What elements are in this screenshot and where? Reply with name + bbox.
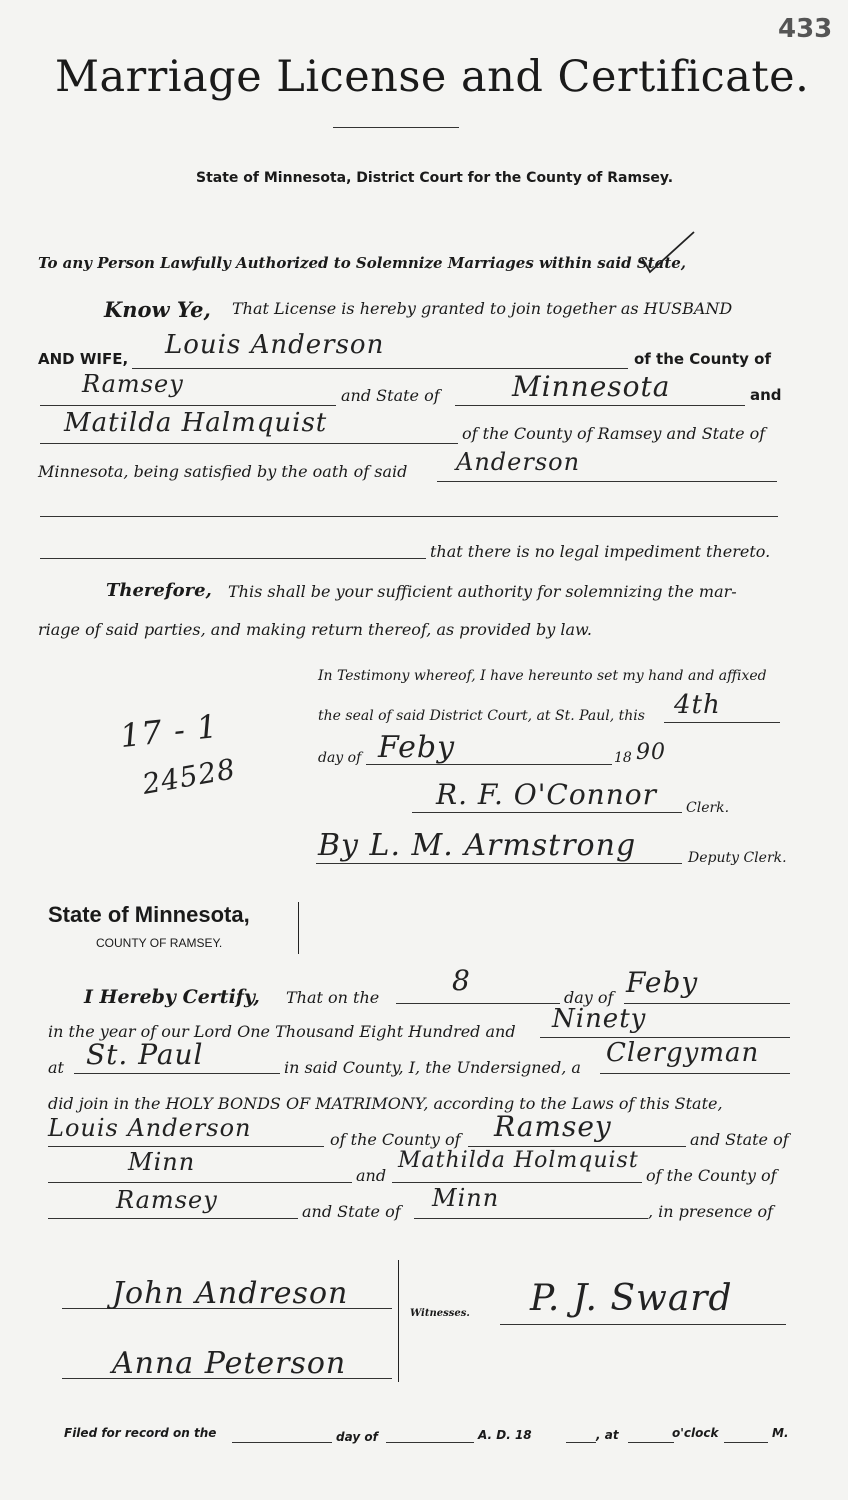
cert-groom-state-hand: Minn	[128, 1148, 196, 1176]
cert-at: at	[48, 1058, 64, 1077]
cert-groom-county-hand: Ramsey	[494, 1110, 612, 1143]
cert-day-of: day of	[564, 988, 614, 1007]
place-hand: St. Paul	[86, 1038, 204, 1071]
witnesses-brace	[398, 1260, 405, 1382]
and-wife: AND WIFE,	[38, 350, 129, 368]
groom-name-hand: Louis Anderson	[165, 330, 385, 360]
bride-residence: of the County of Ramsey and State of	[462, 424, 766, 443]
witnesses-label: Witnesses.	[410, 1308, 470, 1319]
testimony2: the seal of said District Court, at St. Paul, this	[318, 708, 645, 724]
testimony1: In Testimony whereof, I have hereunto set my hand and affixed	[318, 668, 767, 684]
cert-of-county-of: of the County of	[330, 1130, 461, 1149]
and-word: and	[750, 386, 782, 404]
title-rule	[333, 127, 459, 128]
filing-m: M.	[772, 1426, 789, 1440]
filing-day-of: day of	[336, 1430, 378, 1444]
therefore-text2: riage of said parties, and making return thereof, as provided by law.	[38, 620, 592, 639]
in-the-year: in the year of our Lord One Thousand Eight Hundred and	[48, 1022, 516, 1041]
groom-state-hand: Minnesota	[512, 370, 671, 403]
cert-state: State of Minnesota,	[48, 902, 250, 927]
of-county-of: of the County of	[634, 350, 771, 368]
court-header: State of Minnesota, District Court for the County of Ramsey.	[196, 170, 674, 186]
cert-day-hand: 8	[452, 964, 471, 997]
salutation: To any Person Lawfully Authorized to Solemnize Marriages within said State,	[38, 254, 687, 272]
cert-bride-state-hand: Minn	[432, 1184, 500, 1212]
deputy-clerk-label: Deputy Clerk.	[688, 850, 787, 866]
day-of: day of	[318, 750, 362, 766]
clerk-signature: R. F. O'Connor	[436, 778, 657, 811]
cert-bride-of-county: of the County of	[646, 1166, 777, 1185]
license-line1: That License is hereby granted to join together as HUSBAND	[232, 299, 733, 318]
satisfied-prefix: Minnesota, being satisfied by the oath of said	[38, 462, 408, 481]
witness2-signature: Anna Peterson	[112, 1346, 347, 1381]
filing-at: , at	[596, 1428, 619, 1442]
in-said-county: in said County, I, the Undersigned, a	[284, 1058, 581, 1077]
document-title: Marriage License and Certificate.	[55, 52, 810, 102]
filing-oclock: o'clock	[672, 1426, 719, 1440]
no-impediment: that there is no legal impediment thereto.	[430, 542, 771, 561]
did-join: did join in the HOLY BONDS OF MATRIMONY, according to the Laws of this State,	[48, 1094, 723, 1113]
that-on-the: That on the	[286, 988, 380, 1007]
cert-and-state-of: and State of	[690, 1130, 789, 1149]
year-prefix: 18	[614, 750, 632, 766]
therefore-text1: This shall be your sufficient authority for solemnizing the mar-	[228, 582, 737, 601]
witness1-signature: John Andreson	[112, 1276, 349, 1311]
cert-bride-and-state-of: and State of	[302, 1202, 401, 1221]
cert-groom-name-hand: Louis Anderson	[48, 1114, 252, 1142]
margin-note-2: 24528	[139, 752, 239, 801]
testimony-day-hand: 4th	[674, 690, 721, 720]
filed-for-record: Filed for record on the	[64, 1426, 217, 1440]
year-suffix-hand: 90	[636, 740, 666, 765]
deputy-signature: By L. M. Armstrong	[318, 828, 637, 863]
in-presence-of: , in presence of	[648, 1202, 774, 1221]
cert-month-hand: Feby	[626, 966, 699, 999]
and-state-of: and State of	[341, 386, 440, 405]
know-ye: Know Ye,	[104, 297, 211, 322]
cert-and: and	[356, 1166, 387, 1185]
cert-bride-name-hand: Mathilda Holmquist	[398, 1148, 639, 1173]
oath-name-hand: Anderson	[456, 448, 581, 476]
month-hand: Feby	[378, 730, 456, 765]
clerk-label: Clerk.	[686, 800, 730, 816]
margin-note-1: 17 - 1	[118, 706, 220, 756]
groom-county-hand: Ramsey	[82, 370, 184, 398]
checkmark-icon	[638, 228, 698, 278]
officiant-signature: P. J. Sward	[530, 1278, 733, 1319]
year-words-hand: Ninety	[552, 1004, 647, 1034]
cert-bride-county-hand: Ramsey	[116, 1186, 218, 1214]
page-number: 433	[778, 14, 833, 44]
bride-name-hand: Matilda Halmquist	[64, 408, 328, 438]
officiant-title-hand: Clergyman	[606, 1038, 760, 1068]
hereby-certify: I Hereby Certify,	[84, 986, 260, 1008]
therefore: Therefore,	[106, 580, 212, 601]
cert-county: COUNTY OF RAMSEY.	[96, 936, 223, 950]
county-brace	[298, 902, 303, 954]
filing-ad: A. D. 18	[478, 1428, 532, 1442]
